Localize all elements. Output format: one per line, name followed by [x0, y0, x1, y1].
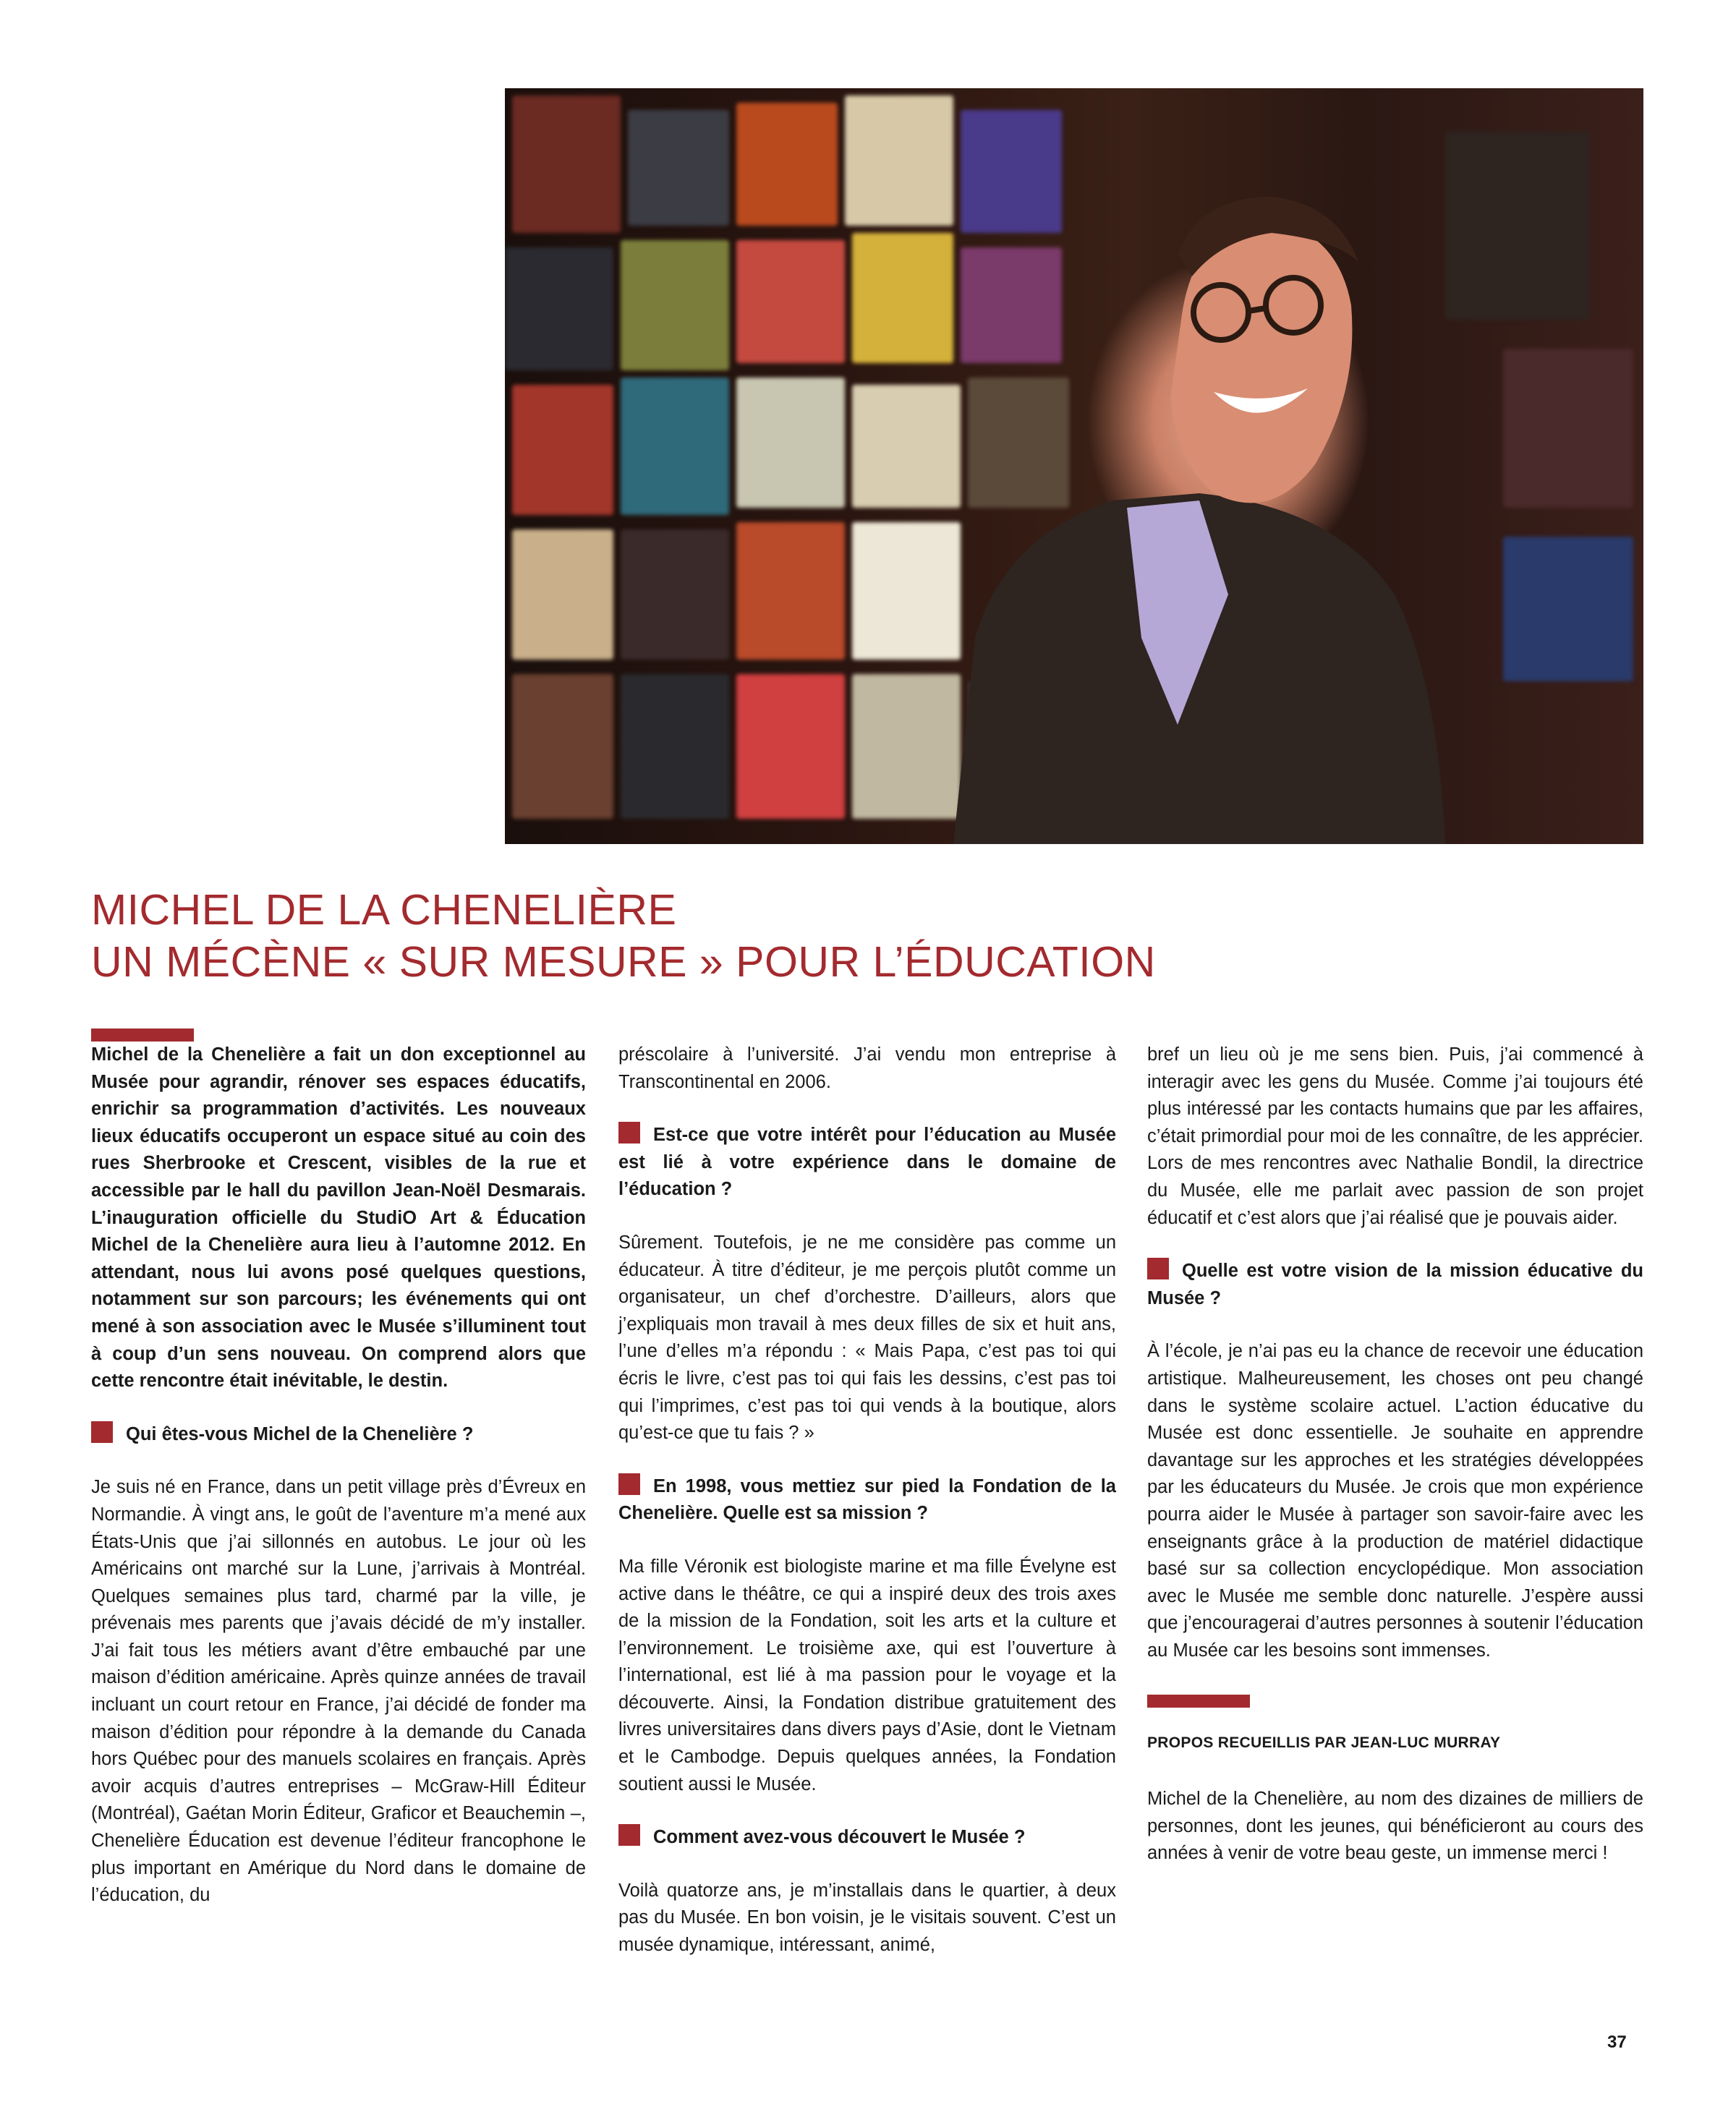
title-line-2: UN MÉCÈNE « SUR MESURE » POUR L’ÉDUCATION [91, 938, 1156, 986]
question-4 [618, 1824, 1116, 1852]
closing-paragraph: Michel de la Chenelière, au nom des dizaines de milliers de personnes, dont les jeunes, qui bénéficieront au cours des années à venir de votre beau geste, un immense merci ! [1147, 1789, 1643, 1864]
answer-5: À l’école, je n’ai pas eu la chance de recevoir une éducation artistique. Malheureusement, les choses ont peu changé dans le système scolaire actuel. L’action éducative du Musée est donc essentielle. Je souhaite en apprendre davantage sur les approches et les stratégies développées par les éducateurs du Musée. Je crois que mon expérience pourra aider le Musée à partager son savoir-faire avec les enseignants grâce à la production de matériel didactique basé sur sa collection encyclopédique. Mon association avec le Musée me semble donc naturelle. J’espère aussi que j’encouragerai d’autres personnes à soutenir l’éducation au Musée car les besoins sont immenses. [1147, 1341, 1643, 1661]
answer-3: Ma fille Véronik est biologiste marine et ma fille Évelyne est active dans le théâtre, ce qui a inspiré deux des trois axes de la mission de la Fondation, soit les arts et la culture et l’environnement. Le troisième axe, qui est l’ouverture à l’international, est lié à ma passion pour le voyage et la découverte. Ainsi, la Fondation distribue gratuitement des livres universitaires dans divers pays d’Asie, dont le Vietnam et le Cambodge. Depuis quelques années, la Fondation soutient aussi le Musée. [618, 1556, 1116, 1794]
answer-1: Je suis né en France, dans un petit village près d’Évreux en Normandie. À vingt ans, le goût de l’aventure m’a mené aux États-Unis que j’ai sillonnés en autobus. Le jour où les Américains ont marché sur la Lune, j’arrivais à Montréal. Quelques semaines plus tard, charmé par la ville, je prévenais mes parents que j’avais décidé de m’y installer. J’ai fait tous les métiers avant d’être embauché par une maison d’édition américaine. Après quinze années de travail incluant un court retour en France, j’ai décidé de fonder ma maison d’édition pour répondre à la demande du Canada hors Québec pour des manuels scolaires en français. Après avoir acquis d’autres entreprises – McGraw-Hill Éditeur (Montréal), Gaétan Morin Éditeur, Graficor et Beauchemin –, Chenelière Éducation est devenue l’éditeur francophone le plus important en Amérique du Nord dans le domaine de l’éducation, du [91, 1477, 586, 1906]
credit-accent-bar [1147, 1695, 1250, 1708]
column-3 [1147, 1042, 1643, 1867]
question-marker-icon [618, 1473, 640, 1495]
question-3 [618, 1473, 1116, 1528]
page-number: 37 [1607, 2032, 1627, 2052]
question-text: Comment avez-vous découvert le Musée ? [653, 1827, 1026, 1848]
intro-paragraph: Michel de la Chenelière a fait un don exceptionnel au Musée pour agrandir, rénover ses espaces éducatifs, enrichir sa programmation d’activités. Les nouveaux lieux éducatifs occuperont un espace situé au coin des rues Sherbrooke et Crescent, visibles de la rue et accessible par le hall du pavillon Jean-Noël Desmarais. L’inauguration officielle du StudiO Art & Éducation Michel de la Chenelière aura lieu à l’automne 2012. En attendant, nous lui avons posé quelques questions, notamment sur son parcours; les événements qui ont mené à son association avec le Musée s’illuminent tout à coup d’un sens nouveau. On comprend alors que cette rencontre était inévitable, le destin. [91, 1044, 586, 1392]
question-1 [91, 1421, 586, 1449]
title-line-1: MICHEL DE LA CHENELIÈRE [91, 886, 677, 934]
credit-line: PROPOS RECUEILLIS PAR JEAN-LUC MURRAY [1147, 1734, 1501, 1752]
answer-4-continued: bref un lieu où je me sens bien. Puis, j’ai commencé à interagir avec les gens du Musée. Comme j’ai toujours été plus intéressé par les contacts humains que par les affaires, c’était primordial pour moi de les connaître, de les apprécier. Lors de mes rencontres avec Nathalie Bondil, la directrice du Musée, elle me parlait avec passion de son projet éducatif et c’est alors que j’ai réalisé que je pouvais aider. [1147, 1044, 1643, 1228]
question-text: Est-ce que votre intérêt pour l’éducation au Musée est lié à votre expérience dans le domaine de l’éducation ? [618, 1125, 1116, 1200]
answer-2: Sûrement. Toutefois, je ne me considère pas comme un éducateur. À titre d’éditeur, je me perçois plutôt comme un organisateur, un chef d’orchestre. D’ailleurs, alors que j’expliquais mon travail à mes deux filles de six et huit ans, l’une d’elles m’a répondu : « Mais Papa, c’est pas toi qui écris le livre, c’est pas toi qui fais les dessins, c’est pas toi qui l’imprimes, c’est pas toi qui vends à la boutique, alors qu’est-ce que tu fais ? » [618, 1232, 1116, 1444]
column-1 [91, 1042, 586, 1909]
question-marker-icon [618, 1122, 640, 1143]
question-text: En 1998, vous mettiez sur pied la Fondation de la Chenelière. Quelle est sa mission ? [618, 1475, 1116, 1524]
question-5 [1147, 1258, 1643, 1312]
question-2 [618, 1122, 1116, 1204]
article-title [91, 884, 1321, 988]
question-text: Qui êtes-vous Michel de la Chenelière ? [126, 1423, 474, 1444]
question-marker-icon [91, 1421, 113, 1443]
question-marker-icon [618, 1824, 640, 1846]
column-2 [618, 1042, 1116, 1959]
answer-4: Voilà quatorze ans, je m’installais dans le quartier, à deux pas du Musée. En bon voisin, je le visitais souvent. C’est un musée dynamique, intéressant, animé, [618, 1880, 1116, 1956]
accent-bar [91, 1028, 194, 1042]
portrait-figure [505, 88, 1643, 844]
question-text: Quelle est votre vision de la mission éducative du Musée ? [1147, 1261, 1643, 1308]
question-marker-icon [1147, 1258, 1169, 1279]
answer-1-continued: préscolaire à l’université. J’ai vendu mon entreprise à Transcontinental en 2006. [618, 1044, 1116, 1092]
portrait-photo [505, 88, 1643, 844]
